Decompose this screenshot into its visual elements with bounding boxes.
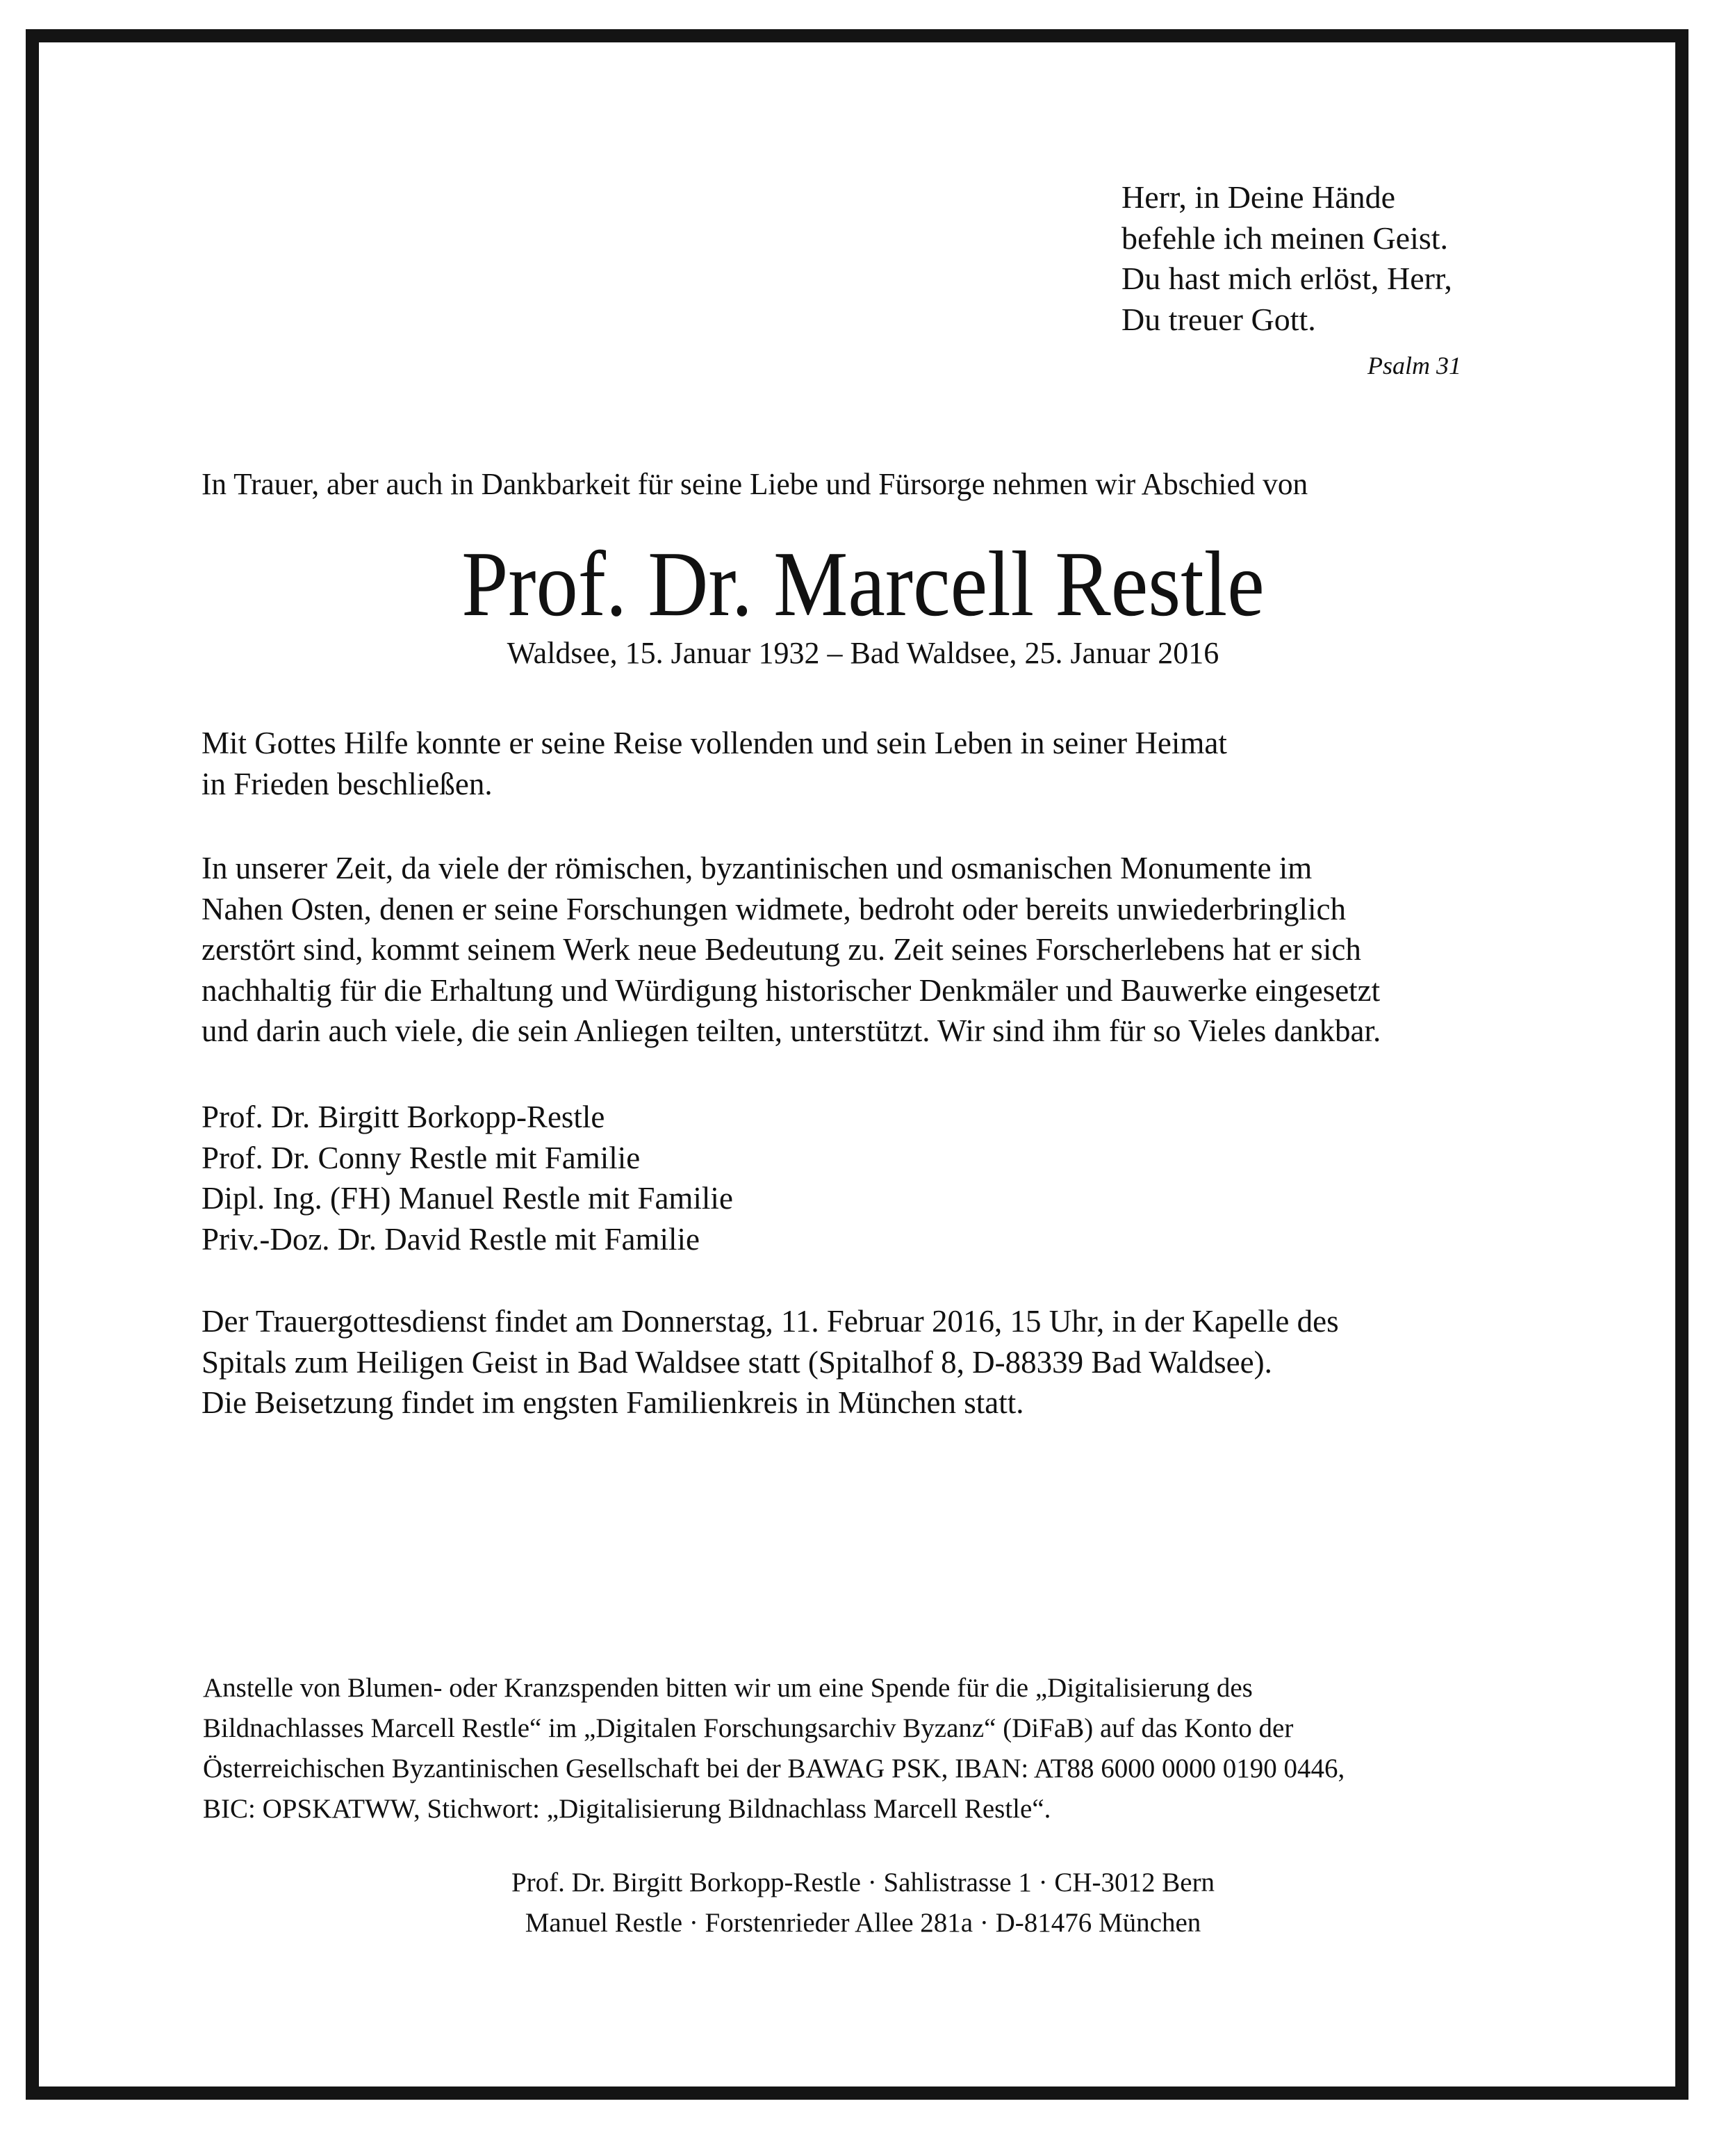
- text-line: Bildnachlasses Marcell Restle“ im „Digitalen Forschungsarchiv Byzanz“ (DiFaB) auf das Konto der: [203, 1713, 1294, 1743]
- text-line: in Frieden beschließen.: [202, 766, 493, 801]
- deceased-name: Prof. Dr. Marcell Restle: [461, 532, 1265, 635]
- text-line: Nahen Osten, denen er seine Forschungen widmete, bedroht oder bereits unwiederbringlich: [202, 891, 1346, 926]
- text-line: Der Trauergottesdienst findet am Donnerstag, 11. Februar 2016, 15 Uhr, in der Kapelle des: [202, 1304, 1339, 1339]
- text-line: Anstelle von Blumen- oder Kranzspenden bitten wir um eine Spende für die „Digitalisierung des: [203, 1673, 1253, 1703]
- text-line: zerstört sind, kommt seinem Werk neue Bedeutung zu. Zeit seines Forscherlebens hat er sich: [202, 932, 1361, 967]
- psalm-line: befehle ich meinen Geist.: [1121, 220, 1449, 256]
- text-line: BIC: OPSKATWW, Stichwort: „Digitalisierung Bildnachlass Marcell Restle“.: [203, 1794, 1051, 1824]
- text-line: Spitals zum Heiligen Geist in Bad Waldsee statt (Spitalhof 8, D-88339 Bad Waldsee).: [202, 1344, 1272, 1380]
- family-member: Priv.-Doz. Dr. David Restle mit Familie: [202, 1221, 700, 1257]
- text-line: Die Beisetzung findet im engsten Familienkreis in München statt.: [202, 1385, 1024, 1420]
- psalm-verse: [1121, 177, 1452, 340]
- text-line: Mit Gottes Hilfe konnte er seine Reise vollenden und sein Leben in seiner Heimat: [202, 726, 1227, 760]
- family-list: [202, 1097, 733, 1259]
- family-member: Prof. Dr. Birgitt Borkopp-Restle: [202, 1100, 605, 1134]
- contact-addresses: [0, 1863, 1726, 1943]
- address-line: Prof. Dr. Birgitt Borkopp-Restle · Sahlistrasse 1 · CH-3012 Bern: [511, 1868, 1215, 1897]
- text-line: Österreichischen Byzantinischen Gesellschaft bei der BAWAG PSK, IBAN: AT88 6000 0000 0190 0446,: [203, 1754, 1345, 1783]
- text-line: nachhaltig für die Erhaltung und Würdigung historischer Denkmäler und Bauwerke eingesetzt: [202, 972, 1381, 1008]
- psalm-line: Du treuer Gott.: [1121, 301, 1316, 337]
- psalm-reference: Psalm 31: [1367, 352, 1461, 379]
- text-line: In unserer Zeit, da viele der römischen, byzantinischen und osmanischen Monumente im: [202, 851, 1313, 885]
- text-line: und darin auch viele, die sein Anliegen teilten, unterstützt. Wir sind ihm für so Vieles dankbar.: [202, 1013, 1381, 1048]
- address-line: Manuel Restle · Forstenrieder Allee 281a · D-81476 München: [525, 1908, 1201, 1938]
- paragraph-farewell: [202, 723, 1227, 804]
- psalm-line: Herr, in Deine Hände: [1121, 179, 1396, 215]
- life-dates: Waldsee, 15. Januar 1932 – Bad Waldsee, 25. Januar 2016: [507, 636, 1219, 670]
- donation-request: [203, 1668, 1345, 1829]
- psalm-line: Du hast mich erlöst, Herr,: [1121, 261, 1452, 296]
- family-member: Dipl. Ing. (FH) Manuel Restle mit Familie: [202, 1181, 733, 1216]
- paragraph-legacy: [202, 848, 1381, 1052]
- family-member: Prof. Dr. Conny Restle mit Familie: [202, 1140, 641, 1175]
- funeral-service-info: [202, 1301, 1339, 1423]
- intro-text: In Trauer, aber auch in Dankbarkeit für seine Liebe und Fürsorge nehmen wir Abschied von: [202, 467, 1308, 501]
